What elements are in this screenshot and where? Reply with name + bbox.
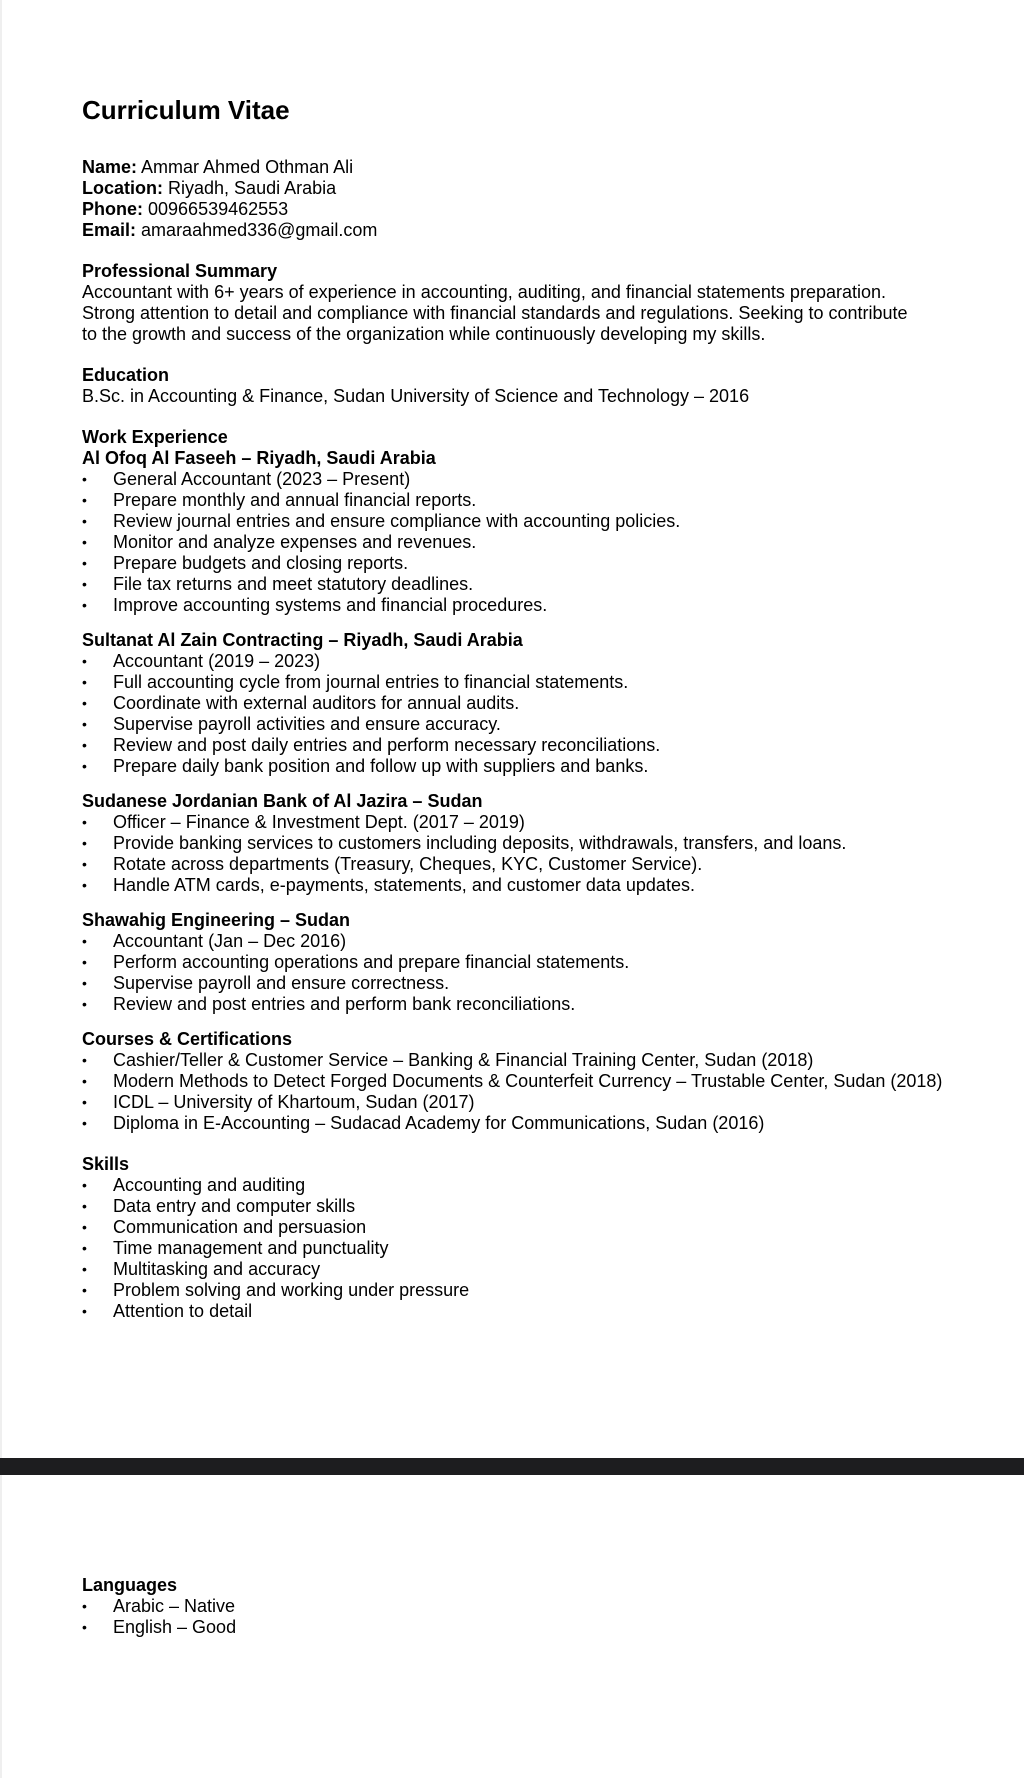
list-item (82, 952, 982, 973)
list-item (82, 1596, 982, 1617)
list-item-text: Cashier/Teller & Customer Service – Banking & Financial Training Center, Sudan (2018) (113, 1050, 814, 1070)
bullet-icon: • (82, 1177, 87, 1193)
list-item-text: English – Good (113, 1617, 237, 1637)
bullet-icon: • (82, 1619, 87, 1635)
list-item (82, 1050, 982, 1071)
skills-list (82, 1175, 982, 1322)
email-value: amaraahmed336@gmail.com (141, 220, 378, 240)
list-item (82, 1113, 982, 1134)
experience-heading: Work Experience (82, 427, 228, 447)
contact-email-line (82, 220, 982, 241)
list-item (82, 1280, 982, 1301)
list-item-text: Modern Methods to Detect Forged Documents & Counterfeit Currency – Trustable Center, Sudan (2018) (113, 1071, 943, 1091)
bullet-icon: • (82, 814, 87, 830)
list-item-text: Prepare budgets and closing reports. (113, 553, 409, 573)
bullet-icon: • (82, 534, 87, 550)
list-item (82, 1259, 982, 1280)
bullet-icon: • (82, 1198, 87, 1214)
bullet-icon: • (82, 1219, 87, 1235)
list-item-text: Review and post entries and perform bank reconciliations. (113, 994, 576, 1014)
list-item (82, 574, 982, 595)
list-item (82, 1238, 982, 1259)
list-item-text: Attention to detail (113, 1301, 253, 1321)
list-item (82, 511, 982, 532)
list-item (82, 714, 982, 735)
summary-section (82, 261, 982, 345)
list-item-text: Prepare monthly and annual financial reports. (113, 490, 477, 510)
phone-label: Phone: (82, 199, 143, 219)
bullet-icon: • (82, 1115, 87, 1131)
bullet-icon: • (82, 877, 87, 893)
list-item (82, 854, 982, 875)
bullet-icon: • (82, 716, 87, 732)
list-item (82, 833, 982, 854)
skills-heading: Skills (82, 1154, 130, 1174)
name-value: Ammar Ahmed Othman Ali (141, 157, 354, 177)
contact-block (82, 157, 982, 241)
list-item (82, 1092, 982, 1113)
bullet-icon: • (82, 653, 87, 669)
job-duties-list (82, 469, 982, 616)
document-title: Curriculum Vitae (82, 95, 290, 125)
list-item (82, 1196, 982, 1217)
name-label: Name: (82, 157, 138, 177)
list-item (82, 1301, 982, 1322)
list-item-text: Accountant (Jan – Dec 2016) (113, 931, 347, 951)
bullet-icon: • (82, 1094, 87, 1110)
list-item-text: Perform accounting operations and prepare financial statements. (113, 952, 630, 972)
list-item-text: Monitor and analyze expenses and revenues. (113, 532, 477, 552)
contact-phone-line (82, 199, 982, 220)
document-page-2 (0, 1475, 1024, 1778)
bullet-icon: • (82, 695, 87, 711)
job-company: Al Ofoq Al Faseeh – Riyadh, Saudi Arabia (82, 448, 436, 468)
summary-line: Strong attention to detail and compliance with financial standards and regulations. Seeking to contribute (82, 303, 908, 323)
list-item (82, 1217, 982, 1238)
list-item-text: Accountant (2019 – 2023) (113, 651, 321, 671)
job-company: Sultanat Al Zain Contracting – Riyadh, Saudi Arabia (82, 630, 523, 650)
education-section (82, 365, 982, 407)
list-item (82, 1175, 982, 1196)
list-item-text: Accounting and auditing (113, 1175, 306, 1195)
bullet-icon: • (82, 975, 87, 991)
job-duties-list (82, 931, 982, 1015)
languages-list (82, 1596, 982, 1638)
job-al-ofoq (82, 448, 982, 616)
list-item-text: Time management and punctuality (113, 1238, 389, 1258)
list-item-text: File tax returns and meet statutory deadlines. (113, 574, 474, 594)
list-item-text: Prepare daily bank position and follow up with suppliers and banks. (113, 756, 649, 776)
page-2-content (82, 1575, 982, 1638)
courses-section (82, 1029, 982, 1134)
list-item (82, 973, 982, 994)
education-entry: B.Sc. in Accounting & Finance, Sudan University of Science and Technology – 2016 (82, 386, 750, 406)
list-item (82, 532, 982, 553)
bullet-icon: • (82, 1073, 87, 1089)
job-company: Sudanese Jordanian Bank of Al Jazira – Sudan (82, 791, 483, 811)
list-item (82, 553, 982, 574)
job-sudanese-jordanian-bank (82, 791, 982, 896)
bullet-icon: • (82, 1282, 87, 1298)
list-item-text: Full accounting cycle from journal entries to financial statements. (113, 672, 629, 692)
bullet-icon: • (82, 1240, 87, 1256)
contact-location-line (82, 178, 982, 199)
email-label: Email: (82, 220, 137, 240)
summary-heading: Professional Summary (82, 261, 278, 281)
bullet-icon: • (82, 933, 87, 949)
list-item-text: Communication and persuasion (113, 1217, 367, 1237)
bullet-icon: • (82, 576, 87, 592)
job-sultanat-al-zain (82, 630, 982, 777)
location-value: Riyadh, Saudi Arabia (168, 178, 337, 198)
skills-section (82, 1154, 982, 1322)
bullet-icon: • (82, 597, 87, 613)
list-item (82, 994, 982, 1015)
bullet-icon: • (82, 835, 87, 851)
list-item-text: Rotate across departments (Treasury, Cheques, KYC, Customer Service). (113, 854, 703, 874)
list-item-text: Multitasking and accuracy (113, 1259, 321, 1279)
list-item-text: General Accountant (2023 – Present) (113, 469, 411, 489)
list-item (82, 812, 982, 833)
summary-line: to the growth and success of the organization while continuously developing my skills. (82, 324, 766, 344)
bullet-icon: • (82, 856, 87, 872)
courses-list (82, 1050, 982, 1134)
languages-section (82, 1575, 982, 1638)
bullet-icon: • (82, 1052, 87, 1068)
phone-value: 00966539462553 (148, 199, 289, 219)
list-item-text: Diploma in E-Accounting – Sudacad Academy for Communications, Sudan (2016) (113, 1113, 765, 1133)
list-item-text: Supervise payroll activities and ensure accuracy. (113, 714, 501, 734)
languages-heading: Languages (82, 1575, 178, 1595)
bullet-icon: • (82, 758, 87, 774)
list-item-text: ICDL – University of Khartoum, Sudan (2017) (113, 1092, 475, 1112)
list-item-text: Review and post daily entries and perform necessary reconciliations. (113, 735, 661, 755)
bullet-icon: • (82, 996, 87, 1012)
list-item-text: Handle ATM cards, e-payments, statements, and customer data updates. (113, 875, 695, 895)
job-duties-list (82, 651, 982, 777)
list-item (82, 735, 982, 756)
bullet-icon: • (82, 513, 87, 529)
bullet-icon: • (82, 674, 87, 690)
list-item-text: Supervise payroll and ensure correctness. (113, 973, 450, 993)
bullet-icon: • (82, 737, 87, 753)
bullet-icon: • (82, 492, 87, 508)
list-item-text: Provide banking services to customers including deposits, withdrawals, transfers, and loans. (113, 833, 847, 853)
list-item (82, 595, 982, 616)
page-1-content (82, 94, 982, 1322)
list-item-text: Officer – Finance & Investment Dept. (2017 – 2019) (113, 812, 525, 832)
courses-heading: Courses & Certifications (82, 1029, 293, 1049)
list-item-text: Data entry and computer skills (113, 1196, 356, 1216)
job-duties-list (82, 812, 982, 896)
bullet-icon: • (82, 471, 87, 487)
page-break-divider (0, 1458, 1024, 1475)
bullet-icon: • (82, 954, 87, 970)
list-item (82, 756, 982, 777)
list-item (82, 1617, 982, 1638)
list-item (82, 931, 982, 952)
job-shawahig-engineering (82, 910, 982, 1015)
list-item (82, 490, 982, 511)
list-item (82, 672, 982, 693)
list-item (82, 651, 982, 672)
experience-section (82, 427, 982, 1134)
list-item (82, 469, 982, 490)
list-item-text: Improve accounting systems and financial procedures. (113, 595, 548, 615)
list-item-text: Review journal entries and ensure compliance with accounting policies. (113, 511, 681, 531)
job-company: Shawahig Engineering – Sudan (82, 910, 351, 930)
bullet-icon: • (82, 1261, 87, 1277)
education-heading: Education (82, 365, 170, 385)
bullet-icon: • (82, 1598, 87, 1614)
bullet-icon: • (82, 555, 87, 571)
list-item (82, 875, 982, 896)
list-item-text: Problem solving and working under pressure (113, 1280, 470, 1300)
contact-name-line (82, 157, 982, 178)
summary-line: Accountant with 6+ years of experience in accounting, auditing, and financial statements preparation. (82, 282, 886, 302)
list-item (82, 693, 982, 714)
list-item-text: Arabic – Native (113, 1596, 236, 1616)
location-label: Location: (82, 178, 163, 198)
bullet-icon: • (82, 1303, 87, 1319)
list-item-text: Coordinate with external auditors for annual audits. (113, 693, 520, 713)
list-item (82, 1071, 982, 1092)
